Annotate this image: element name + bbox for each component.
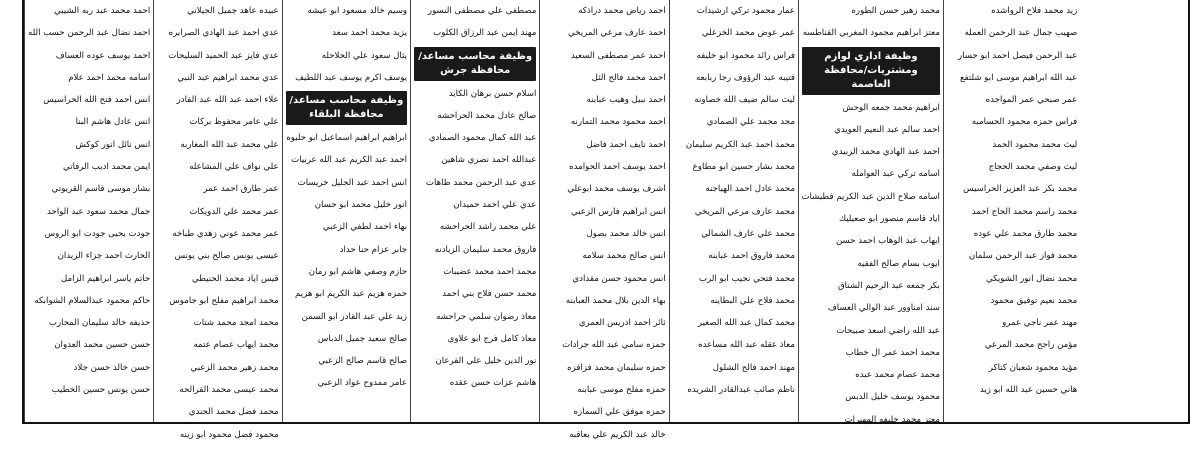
name-entry: حمزه سامي عبد الله جرادات (562, 340, 666, 351)
name-entry: عامر ممدوح عواد الزعبي (317, 378, 408, 389)
name-entry: مهند عمر ناجي عمرو (1002, 318, 1078, 329)
name-entry: عمار محمود تركي ارشيدات (696, 6, 795, 16)
name-entry: نور الدين خليل علي القرعان (435, 356, 537, 367)
name-entry: حاكم محمود عبدالسلام الشوابكه (34, 295, 151, 306)
name-entry: محمد نعيم توفيق محمود (990, 295, 1078, 306)
name-list (673, 0, 795, 401)
name-entry: محمد عيسى محمد القرالحه (179, 385, 279, 396)
name-entry: مؤيد محمود شعبان كتاكر (988, 362, 1078, 373)
name-entry: جمال محمد سعود عبد الواحد (47, 206, 151, 217)
name-entry: محمد احمد عمر ال خطاب (845, 347, 940, 358)
name-entry: زيد محمد فلاح الرواشده (991, 6, 1078, 16)
name-entry: حاتم ياسر ابراهيم الزامل (61, 273, 151, 284)
name-list (947, 0, 1077, 401)
name-entry: احمد نايف احمد فاضل (586, 139, 666, 150)
name-entry: محمد عادل احمد الهياجنه (705, 184, 795, 195)
name-entry: عدي فايز عبد الحميد السليحات (168, 50, 279, 61)
name-columns (24, 0, 1188, 440)
name-entry: زيد علي عبد القادر ابو السمن (301, 311, 408, 322)
name-entry: محمد بشار حسين ابو مطاوع (692, 162, 795, 173)
name-entry: احمد عبد الهادي محمد الزبيدي (831, 147, 940, 158)
name-entry: حسن يونس حسين الخطيب (51, 385, 151, 396)
name-entry: علي عامر محفوظ بركات (189, 117, 279, 128)
name-entry: عبد الرحمن فيصل احمد ابو جسار (957, 50, 1078, 61)
name-entry: محمد زهير حسن الطوره (851, 6, 940, 16)
column-6 (669, 0, 798, 422)
name-entry: علي محمد عبد الله المغاربه (180, 139, 279, 150)
name-entry: محمد احمد عبد الكريم سليمان (685, 139, 795, 150)
name-entry: انس محمود حسن مقدادي (572, 273, 666, 284)
name-entry: ليث وصفي محمد الحجاج (988, 162, 1078, 173)
name-entry: احمد نبيل وهيب عبابنه (586, 95, 666, 106)
name-entry: محمد نضال انور الشويكي (985, 273, 1078, 284)
name-entry: حمزه موفق علي السماره (573, 407, 666, 418)
names-table-frame (22, 0, 1190, 440)
name-entry: حمزه مفلح موسى عبابنه (577, 385, 666, 396)
name-entry: محمد ابراهيم مفلح ابو جاموس (169, 295, 279, 306)
name-entry: هاشم عزات حسن عقده (449, 378, 537, 389)
name-entry: انس خالد محمد بصول (586, 228, 666, 239)
name-entry: محمد فاروق احمد عباينه (708, 251, 795, 262)
name-entry: عدي علي احمد حميدان (453, 200, 537, 211)
name-entry: مهند احمد فالح الشلول (712, 362, 795, 373)
name-entry: معاذ رضوان سلمي حراحشه (436, 311, 537, 322)
name-entry: معتز ابراهيم محمود المغربي القناطسه (802, 28, 940, 39)
column-1 (24, 0, 153, 422)
name-entry: فاروق محمد سليمان الزيادنه (434, 244, 537, 255)
name-entry: ابراهيم ابراهيم اسماعيل ابو حليوه (286, 133, 408, 144)
section-heading: وظيفة محاسب مساعد/ محافظة البلقاء (286, 91, 407, 125)
name-list (414, 83, 536, 395)
name-entry: بهاء احمد لطفي الزعبي (322, 222, 408, 233)
name-entry: علي محمد راشد الحراحشه (439, 222, 537, 233)
name-entry: اسلام حسن برهان الكايد (448, 88, 537, 99)
name-entry: عبدالله احمد نصري شاهين (441, 155, 537, 166)
name-entry: احمد محمد فالح الثل (591, 72, 666, 83)
name-entry: عدي احمد عبد الهادي الصرايره (168, 28, 279, 39)
name-entry: جودت يحيى جودت ابو الروس (44, 228, 151, 239)
name-entry: محمد عارف مرعي المريخي (694, 206, 795, 217)
name-entry: محمود فضل محمود ابو زينه (179, 429, 279, 440)
name-entry: صهيب جمال عبد الرحمن العمله (964, 28, 1078, 39)
name-entry: محمد ايهاب عصام عتمه (193, 340, 279, 351)
name-entry: خالد عبد الكريم علي يعاقبه (569, 429, 666, 440)
name-list (543, 0, 665, 446)
name-entry: عمر طارق احمد عمر (203, 184, 279, 195)
name-entry: محمد فواز عبد الرحمن سلمان (968, 251, 1078, 262)
name-entry: محمد طارق محمد علي عوده (973, 228, 1078, 239)
name-list (414, 0, 536, 45)
name-entry: محمد زهير محمد الزعبي (190, 362, 279, 373)
name-entry: محمد علي عارف الشمالي (701, 228, 795, 239)
name-entry: صالح عادل محمد الحراحشه (437, 110, 537, 121)
name-entry: فتيبه عبد الرؤوف رجا ربابعه (695, 72, 795, 83)
name-entry: اشرف يوسف محمد ابوعلي (567, 184, 666, 195)
name-entry: عمر محمد عوني زهدي طباخه (172, 228, 279, 239)
name-entry: عدي عبد الرحمن محمد طاهات (425, 177, 537, 188)
name-entry: احمد يوسف عوده العساف (55, 50, 151, 61)
name-list (157, 0, 278, 446)
name-entry: عمر محمد علي الدويكات (189, 206, 279, 217)
name-entry: علي نواف علي المشاعله (189, 162, 279, 173)
name-entry: عبد الله راضي اسعد صبيحات (836, 325, 940, 336)
name-entry: ايهاب عبد الوهاب احمد حسن (835, 236, 940, 247)
name-entry: ناظم صائب عبدالقادر الشريده (687, 385, 795, 396)
name-entry: احمد محمود محمد التمارنه (570, 117, 666, 128)
name-entry: احمد رياض محمد دراذكه (578, 6, 666, 16)
name-entry: عبد الله ابراهيم موسى ابو شلتفع (959, 72, 1078, 83)
name-entry: علاء احمد عبد الله عبد القادر (176, 95, 279, 106)
name-entry: فراس حمزه محمود الحسامبه (971, 117, 1078, 128)
name-entry: حسن خالد حسن جلاد (73, 362, 151, 373)
name-entry: انس عادل هاشم البنا (75, 117, 151, 128)
name-entry: الحارث احمد جزاء الزيدان (57, 251, 151, 262)
name-entry: احمد عارف مرعي المريخي (568, 28, 666, 39)
name-entry: عبيده عاهد جميل الجيلاني (187, 6, 279, 16)
name-list (802, 97, 940, 431)
name-entry: حمزه هزيم عبد الكريم ابو هزيم (295, 289, 408, 300)
name-entry: محمد بكر عبد العزيز الحراسيس (963, 184, 1078, 195)
name-entry: محمد فتحي نجيب ابو الرب (698, 273, 795, 284)
name-entry: محمد فلاح علي البطاينه (710, 295, 795, 306)
name-entry: قيس اياد محمد الحنيطي (191, 273, 279, 284)
column-7 (798, 0, 943, 425)
name-entry: محمد عصام محمد عبده (855, 370, 940, 381)
name-entry: معتز محمد خليفه المهيرات (844, 414, 940, 425)
name-entry: احمد محمد عبد ربه الشيبي (54, 6, 151, 16)
name-entry: اياد قاسم منصور ابو صعيليك (838, 214, 940, 225)
name-entry: سند امناوور عبد الوالي العساف (827, 303, 940, 314)
name-entry: بشار موسى قاسم القريوتي (51, 184, 151, 195)
name-entry: جابر عزام حنا حداد (339, 244, 408, 255)
name-entry: يثال سعود علي الحلاحله (321, 50, 408, 61)
section-heading: وظيفة اداري لوازم ومشتريات/محافظة العاصمة (802, 47, 940, 95)
name-entry: محمد كمال عبد الله الصغير (697, 318, 795, 329)
name-entry: حسن حسين محمد العدوان (54, 340, 151, 351)
name-entry: ليث محمد محمود الحمد (992, 139, 1078, 150)
name-entry: صالح سعيد جميل الدباس (317, 333, 408, 344)
name-entry: عدي محمد ابراهيم عبد النبي (177, 72, 279, 83)
column-5 (539, 0, 668, 440)
name-entry: احمد يوسف احمد الحوامده (569, 162, 666, 173)
name-entry: محمود يوسف خليل الدبس (845, 392, 940, 403)
name-entry: بهاء الدين بلال محمد العبابنه (565, 295, 666, 306)
name-entry: اسامه محمد احمد علام (68, 72, 151, 83)
name-entry: معاذ كامل فرج ابو علاوي (447, 333, 537, 344)
name-entry: محمد حسن فلاح بني احمد (442, 289, 537, 300)
name-entry: ابراهيم محمد جمعه الوحش (842, 102, 940, 113)
name-entry: محمد احمد محمد عضيبات (443, 266, 537, 277)
name-entry: عبد الله كمال محمود الصمادي (428, 133, 537, 144)
name-entry: ثائر احمد ادريس العمري (578, 318, 666, 329)
name-entry: حازم وصفي هاشم ابو رمان (308, 266, 408, 277)
name-entry: انس صالح محمد سلامه (582, 251, 666, 262)
column-8 (943, 0, 1080, 422)
name-entry: عيسى يونس صالح بني يونس (174, 251, 279, 262)
name-entry: ليث سالم ضيف الله خصاونه (694, 95, 795, 106)
name-entry: معاذ عقله عبد الله مساعده (698, 340, 795, 351)
name-entry: مؤمن راجح محمد المرعي (984, 340, 1078, 351)
name-entry: احمد عمر مصطفى السعيد (570, 50, 666, 61)
name-entry: محمد راسم محمد الحاج احمد (971, 206, 1078, 217)
name-list (286, 0, 407, 89)
name-entry: وسيم خالد مسعود ابو عيشه (307, 6, 408, 16)
name-entry: ايوب بسام صالح الفقيه (857, 258, 940, 269)
name-entry: انس نائل انور كوكش (75, 139, 151, 150)
name-entry: فراس رائد محمود ابو خليفه (696, 50, 795, 61)
name-entry: اسامه صلاح الدين عبد الكريم قطيشات (801, 191, 940, 202)
name-entry: يوسف اكرم يوسف عبد اللطيف (295, 72, 408, 83)
name-entry: عمر صبحي عمر المواجده (985, 95, 1078, 106)
name-entry: اسامه تركي عبد العوامله (851, 169, 940, 180)
name-entry: انس احمد فتح الله الحراسيس (43, 95, 151, 106)
name-entry: محمد فضل محمد الجندي (188, 407, 279, 418)
name-entry: احمد عبد الكريم عبد الله عربيات (291, 155, 408, 166)
name-entry: انور خليل محمد ابو حسان (314, 200, 408, 211)
name-list (802, 0, 940, 45)
name-entry: حمزه سليمان محمد فزاقزه (567, 362, 666, 373)
column-4 (410, 0, 539, 422)
name-entry: بكر جمعه عبد الرحيم الشناق (837, 280, 940, 291)
section-heading: وظيفة محاسب مساعد/ محافظة جرش (414, 47, 536, 81)
name-entry: محمد امجد محمد شتات (193, 318, 279, 329)
column-9 (1080, 0, 1188, 422)
name-list (28, 0, 150, 401)
name-entry: يزيد محمد احمد سعد (332, 28, 408, 39)
name-entry: مهند ايمن عبد الرزاق الكلوب (433, 28, 537, 39)
name-entry: مجد محمد علي الصمادي (706, 117, 795, 128)
column-2 (153, 0, 281, 440)
name-entry: هاني حسين عبد الله ابو زيد (979, 385, 1078, 396)
name-entry: احمد نضال عبد الرحمن حسب الله (28, 28, 151, 39)
name-entry: احمد سالم عبد النعيم العويدي (834, 124, 940, 135)
name-list (286, 127, 407, 395)
name-entry: انس احمد عبد الجليل خريسات (297, 177, 408, 188)
name-entry: مصطفى علي مصطفى النسور (427, 6, 537, 16)
name-entry: انس ابراهيم فارس الزعبي (570, 206, 666, 217)
name-entry: حذيفه خالد سليمان المحارب (48, 318, 151, 329)
column-3 (282, 0, 410, 422)
name-entry: عمر عوض محمد الخزعلي (701, 28, 795, 39)
name-entry: ايمن محمد اديب الرفاتي (63, 162, 151, 173)
name-entry: صالح قاسم صالح الزعبي (318, 356, 408, 367)
